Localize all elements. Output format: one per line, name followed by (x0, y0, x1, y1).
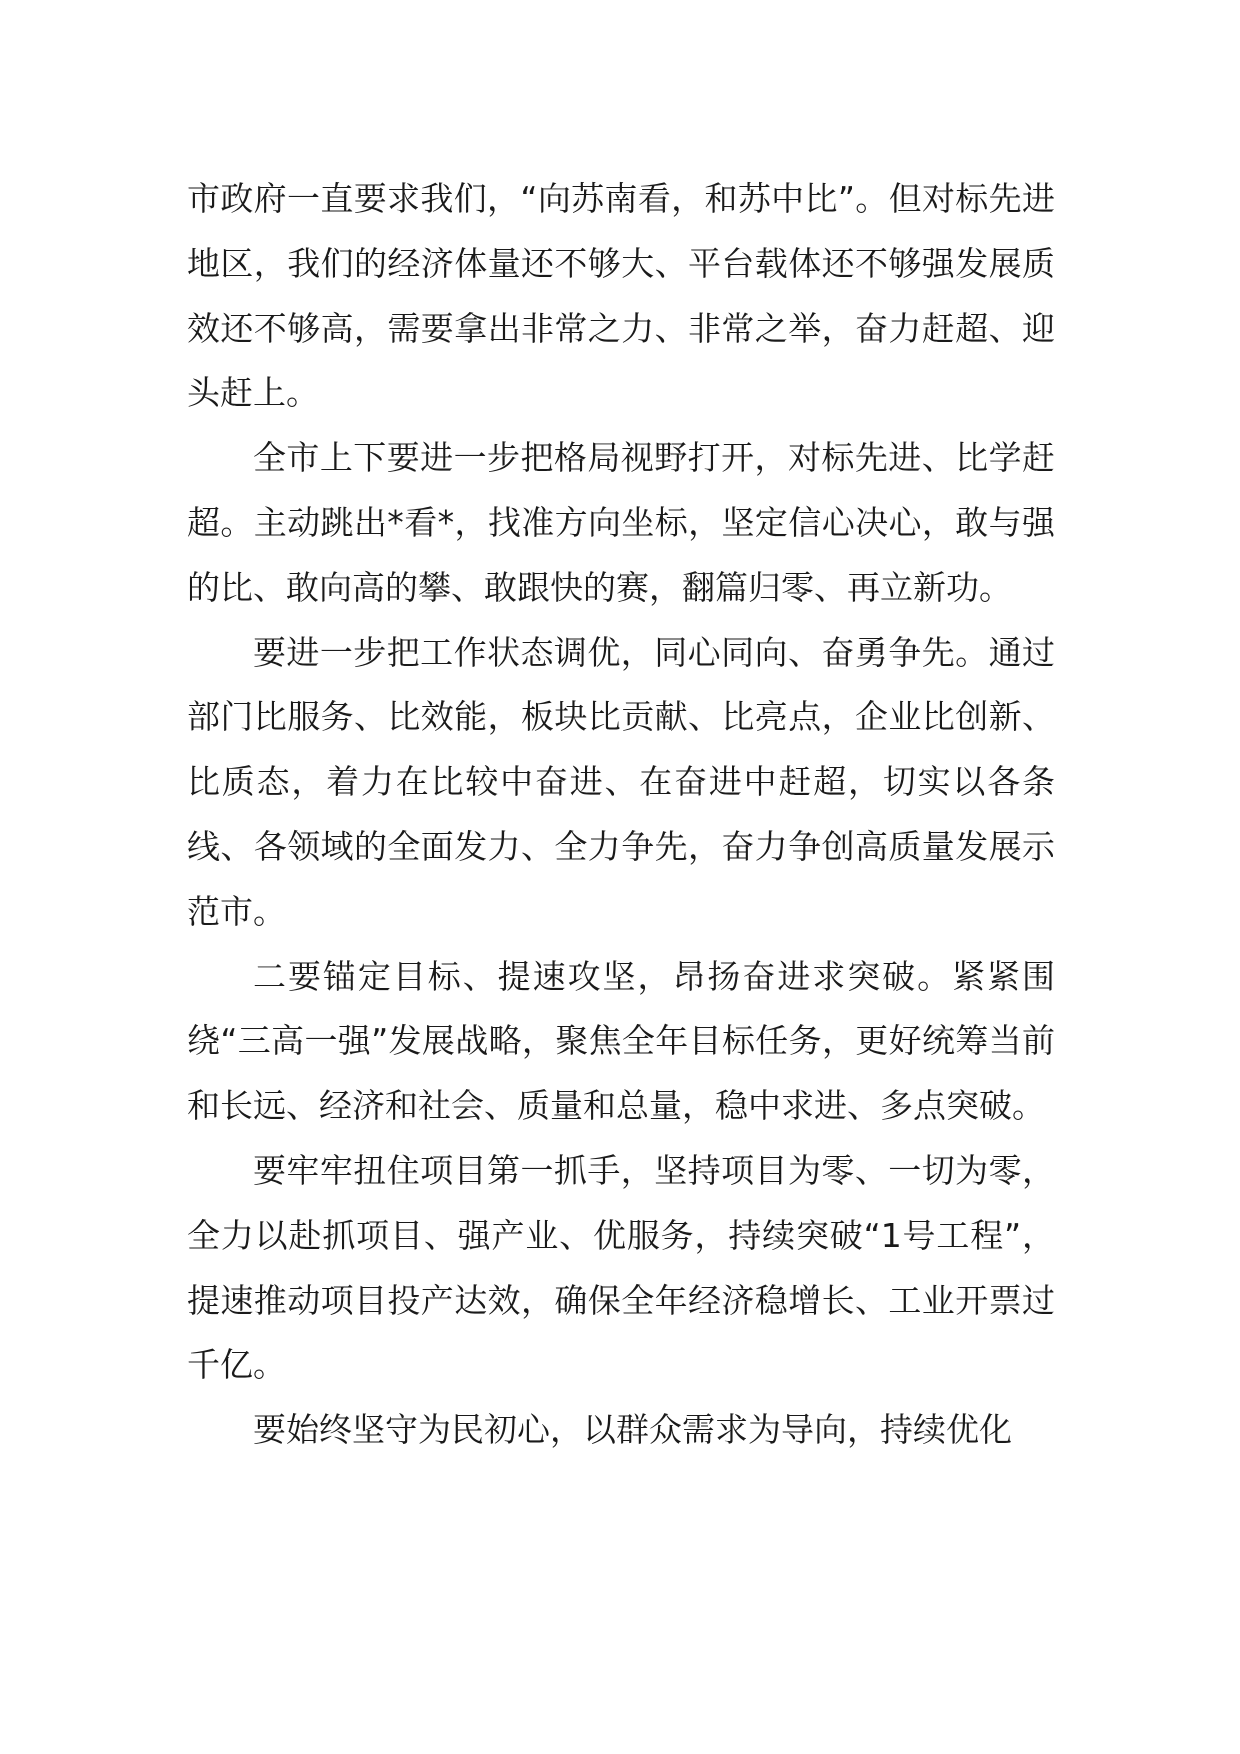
paragraph-5: 要牢牢扭住项目第一抓手，坚持项目为零、一切为零，全力以赴抓项目、强产业、优服务，持续突破“1号工程”，提速推动项目投产达效，确保全年经济稳增长、工业开票过千亿。 (187, 1150, 1055, 1385)
paragraph-1: 市政府一直要求我们，“向苏南看，和苏中比”。但对标先进地区，我们的经济体量还不够大、平台载体还不够强发展质效还不够高，需要拿出非常之力、非常之举，奋力赶超、迎头赶上。 (187, 179, 1055, 413)
paragraph-6: 要始终坚守为民初心，以群众需求为导向，持续优化 (253, 1410, 1012, 1450)
document-body (187, 167, 1055, 1463)
paragraph-3: 要进一步把工作状态调优，同心同向、奋勇争先。通过部门比服务、比效能，板块比贡献、比亮点，企业比创新、比质态，着力在比较中奋进、在奋进中赶超，切实以各条线、各领域的全面发力、全力争先，奋力争创高质量发展示范市。 (187, 632, 1055, 931)
paragraph-2: 全市上下要进一步把格局视野打开，对标先进、比学赶超。主动跳出*看*，找准方向坐标，坚定信心决心，敢与强的比、敢向高的攀、敢跟快的赛，翻篇归零、再立新功。 (187, 438, 1055, 607)
paragraph-4: 二要锚定目标、提速攻坚，昂扬奋进求突破。紧紧围绕“三高一强”发展战略，聚焦全年目标任务，更好统筹当前和长远、经济和社会、质量和总量，稳中求进、多点突破。 (187, 956, 1055, 1126)
